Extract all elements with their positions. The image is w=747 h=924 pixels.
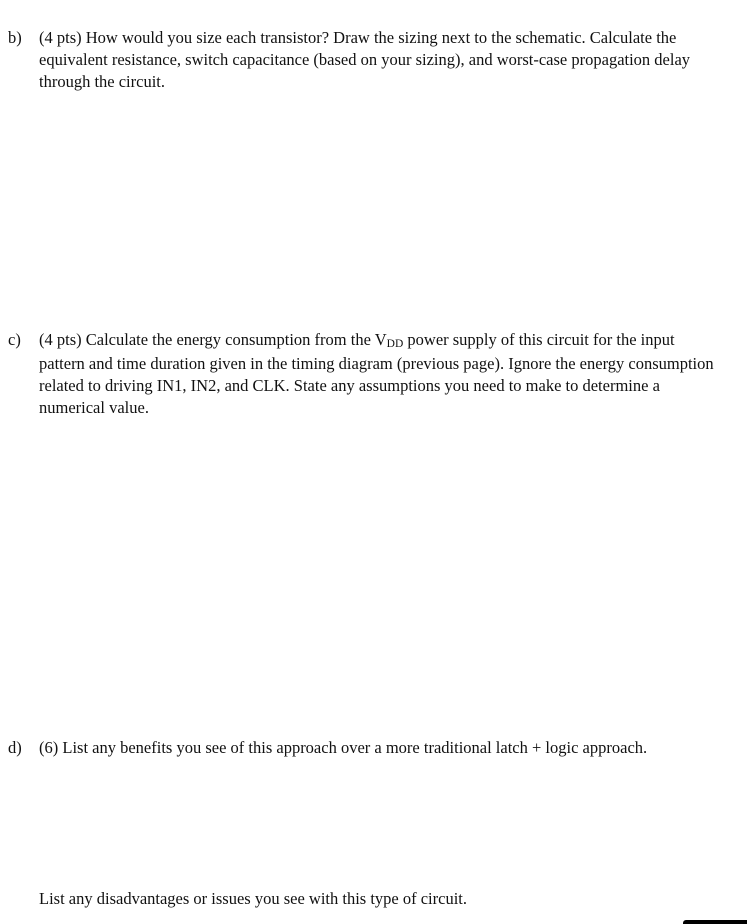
vdd-subscript: DD [386, 338, 404, 350]
page-corner-mark [683, 920, 747, 924]
question-letter: b) [8, 28, 22, 47]
question-text: (6) List any benefits you see of this approach over a more traditional latch + logic approach. [39, 738, 648, 757]
question-text-part: power supply of this circuit for the input pattern and time duration given in the timing diagram (previous page). Ignore the energy consumption related to driving IN1, IN2, and CLK. State any assumptions you need to make to determine a numerical value. [39, 330, 714, 417]
question-text-part: (4 pts) Calculate the energy consumption from the V [39, 330, 387, 349]
question-d [8, 737, 720, 759]
question-b [8, 27, 720, 93]
question-text: (4 pts) How would you size each transistor? Draw the sizing next to the schematic. Calculate the equivalent resistance, switch capacitance (based on your sizing), and worst-case propagation delay through the circuit. [39, 28, 691, 91]
question-letter: c) [8, 330, 21, 349]
question-letter: d) [8, 738, 22, 757]
question-text [39, 329, 720, 419]
question-d-followup: List any disadvantages or issues you see with this type of circuit. [39, 889, 468, 908]
question-c [8, 329, 720, 419]
